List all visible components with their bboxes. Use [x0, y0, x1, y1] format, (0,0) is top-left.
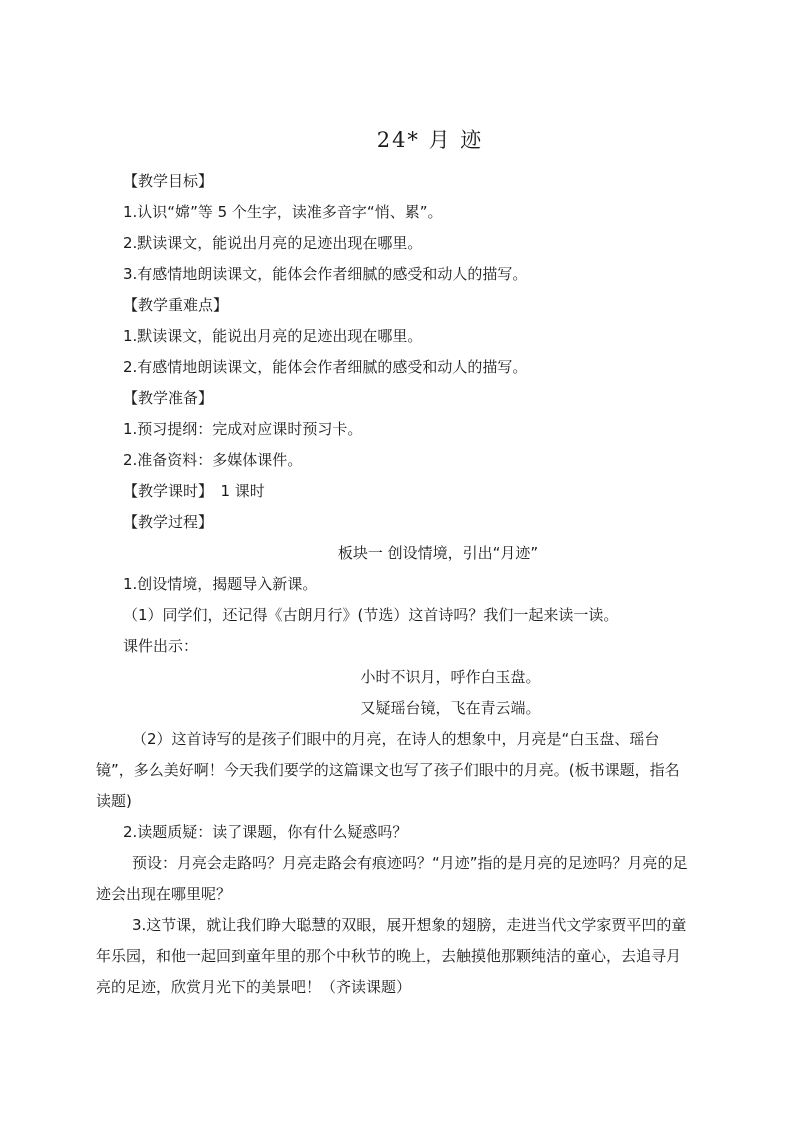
prep-item: 2.准备资料：多媒体课件。: [123, 451, 303, 469]
step-1-question: （1）同学们，还记得《古朗月行》(节选）这首诗吗？我们一起来读一读。: [123, 606, 619, 624]
block-title: 板块一 创设情境，引出“月迹”: [337, 544, 539, 562]
step-1-2-paragraph: （2）这首诗写的是孩子们眼中的月亮，在诗人的想象中，月亮是“白玉盘、瑶台镜”，多么美好啊！今天我们要学的这篇课文也写了孩子们眼中的月亮。(板书课题，指名读题): [96, 730, 680, 810]
key-item: 2.有感情地朗读课文，能体会作者细腻的感受和动人的描写。: [123, 358, 528, 376]
prep-heading: 【教学准备】: [123, 389, 214, 407]
goal-item: 1.认识“嫦”等 5 个生字，读准多音字“悄、累”。: [123, 203, 443, 221]
courseware-label: 课件出示：: [123, 637, 199, 655]
step-2: 2.读题质疑：读了课题，你有什么疑惑吗？: [123, 823, 408, 841]
step-3-paragraph: 3.这节课，就让我们睁大聪慧的双眼，展开想象的翅膀，走进当代文学家贾平凹的童年乐园，和他一起回到童年里的那个中秋节的晚上，去触摸他那颗纯洁的童心，去追寻月亮的足迹，欣赏月光下的美景吧！（齐读课题）: [96, 916, 687, 996]
document-body: [96, 166, 693, 1003]
prep-item: 1.预习提纲：完成对应课时预习卡。: [123, 420, 363, 438]
goals-heading: 【教学目标】: [123, 172, 214, 190]
goal-item: 2.默读课文，能说出月亮的足迹出现在哪里。: [123, 234, 423, 252]
hours-line: 【教学课时】 1 课时: [123, 482, 265, 500]
goal-item: 3.有感情地朗读课文，能体会作者细腻的感受和动人的描写。: [123, 265, 528, 283]
process-heading: 【教学过程】: [123, 513, 214, 531]
key-item: 1.默读课文，能说出月亮的足迹出现在哪里。: [123, 327, 423, 345]
poem-line-1: 小时不识月，呼作白玉盘。: [360, 668, 541, 686]
poem-line-2: 又疑瑶台镜，飞在青云端。: [360, 699, 541, 717]
step-1: 1.创设情境，揭题导入新课。: [123, 575, 318, 593]
step-2-preset: 预设：月亮会走路吗？月亮走路会有痕迹吗？“月迹”指的是月亮的足迹吗？月亮的足迹会出现在哪里呢？: [96, 854, 688, 903]
document-title: 24* 月 迹: [376, 128, 484, 152]
key-heading: 【教学重难点】: [123, 296, 229, 314]
